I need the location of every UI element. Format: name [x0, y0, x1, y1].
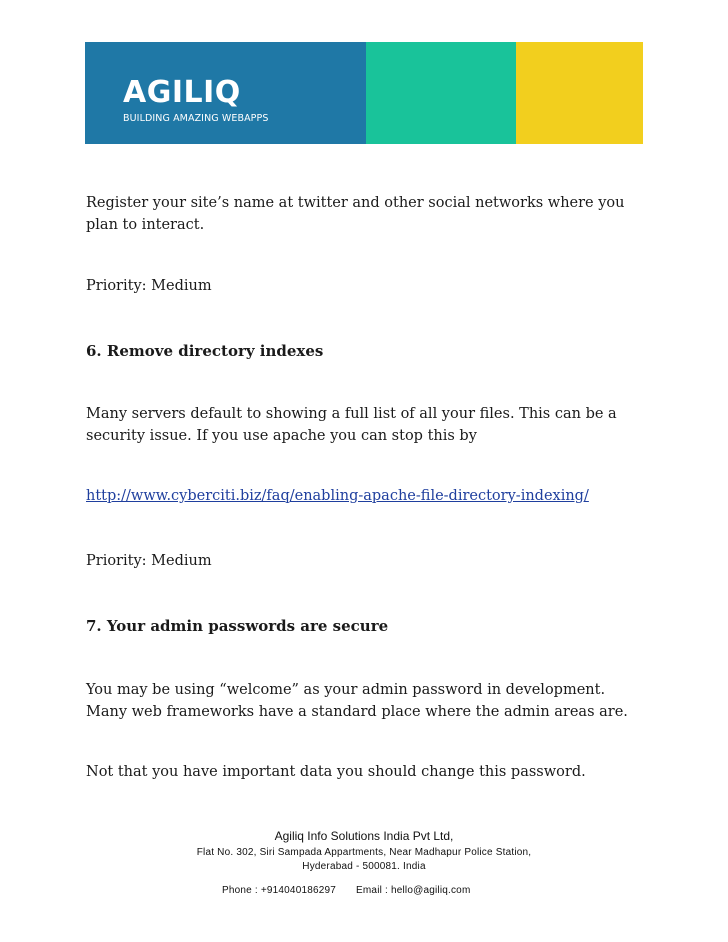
footer-address-line2: Hyderabad - 500081. India	[302, 861, 426, 872]
paragraph-line: security issue. If you use apache you can stop this by	[86, 428, 477, 444]
priority-label: Priority: Medium	[86, 278, 212, 294]
header-banner	[85, 42, 643, 144]
section-heading-7: 7. Your admin passwords are secure	[86, 617, 389, 635]
logo-tagline: BUILDING AMAZING WEBAPPS	[123, 113, 269, 124]
paragraph-line: Many servers default to showing a full list of all your files. This can be a	[86, 406, 617, 422]
logo-name: AGILIQ	[123, 75, 241, 110]
footer-contact	[222, 885, 470, 896]
paragraph-line: Register your site’s name at twitter and other social networks where you	[86, 195, 625, 211]
paragraph-data: Not that you have important data you should change this password.	[86, 764, 586, 780]
paragraph-line: You may be using “welcome” as your admin password in development.	[86, 682, 606, 698]
paragraph-line: Many web frameworks have a standard place where the admin areas are.	[86, 704, 628, 720]
banner-teal-block	[366, 42, 516, 144]
footer-company: Agiliq Info Solutions India Pvt Ltd,	[274, 829, 454, 843]
footer-address-line1: Flat No. 302, Siri Sampada Appartments, Near Madhapur Police Station,	[196, 847, 532, 858]
paragraph-servers	[86, 403, 617, 447]
section-heading-6: 6. Remove directory indexes	[86, 342, 324, 360]
paragraph-welcome	[86, 679, 628, 723]
apache-indexing-link[interactable]: http://www.cyberciti.biz/faq/enabling-apache-file-directory-indexing/	[86, 488, 589, 504]
banner-blue-block	[85, 42, 366, 144]
footer-email: Email : hello@agiliq.com	[356, 885, 471, 896]
paragraph-line: plan to interact.	[86, 217, 205, 233]
paragraph-register	[86, 192, 625, 236]
footer-phone: Phone : +914040186297	[222, 885, 337, 896]
banner-yellow-block	[516, 42, 643, 144]
priority-label: Priority: Medium	[86, 553, 212, 569]
